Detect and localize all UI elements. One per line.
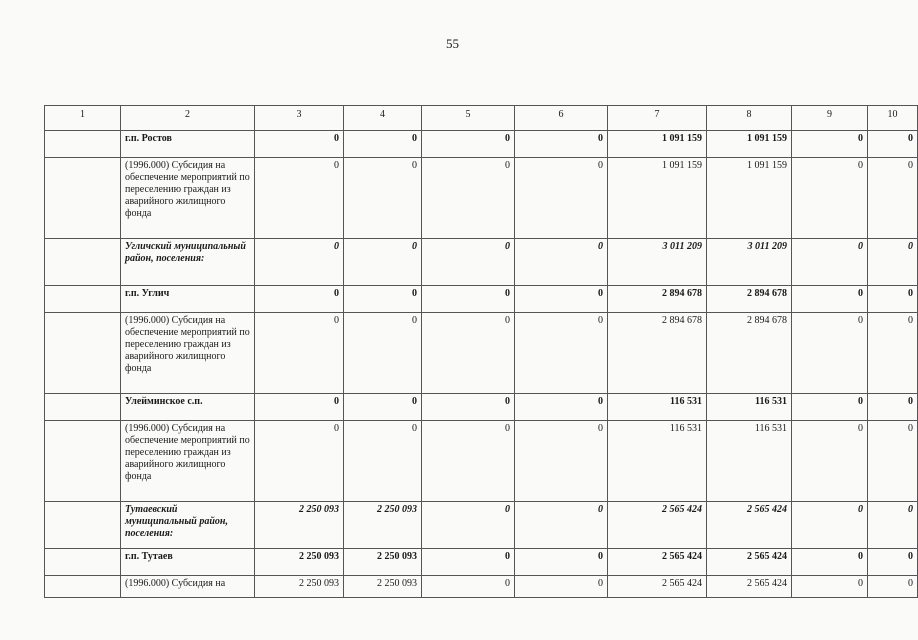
table-cell-empty [45, 158, 121, 239]
value-cell: 2 250 093 [255, 549, 344, 576]
value-cell: 1 091 159 [608, 131, 707, 158]
value-cell: 0 [792, 421, 868, 502]
value-cell: 0 [515, 549, 608, 576]
value-cell: 0 [422, 239, 515, 286]
value-cell: 0 [344, 421, 422, 502]
value-cell: 0 [515, 394, 608, 421]
value-cell: 0 [515, 502, 608, 549]
value-cell: 0 [792, 394, 868, 421]
table-cell-empty [45, 549, 121, 576]
value-cell: 0 [422, 131, 515, 158]
col-header: 7 [608, 106, 707, 131]
table-cell-empty [45, 286, 121, 313]
table-cell-empty [45, 576, 121, 598]
value-cell: 0 [344, 158, 422, 239]
col-header: 1 [45, 106, 121, 131]
value-cell: 0 [792, 286, 868, 313]
value-cell: 0 [422, 576, 515, 598]
col-header: 6 [515, 106, 608, 131]
col-header: 4 [344, 106, 422, 131]
value-cell: 0 [344, 286, 422, 313]
value-cell: 2 894 678 [608, 286, 707, 313]
page-number: 55 [446, 36, 459, 51]
value-cell: 3 011 209 [608, 239, 707, 286]
row-name-cell: (1996.000) Субсидия на обеспечение мероприятий по переселению граждан из аварийного жилищного фонда [121, 313, 255, 394]
row-name-cell: г.п. Тутаев [121, 549, 255, 576]
value-cell: 0 [792, 131, 868, 158]
row-name-cell: (1996.000) Субсидия на [121, 576, 255, 598]
value-cell: 0 [515, 286, 608, 313]
value-cell: 0 [255, 131, 344, 158]
value-cell: 1 091 159 [707, 158, 792, 239]
row-name-cell: Угличский муниципальный район, поселения: [121, 239, 255, 286]
value-cell: 0 [422, 286, 515, 313]
row-name-cell: (1996.000) Субсидия на обеспечение мероприятий по переселению граждан из аварийного жилищного фонда [121, 421, 255, 502]
value-cell: 2 894 678 [707, 313, 792, 394]
value-cell: 2 250 093 [255, 576, 344, 598]
value-cell: 2 250 093 [255, 502, 344, 549]
value-cell: 2 565 424 [608, 576, 707, 598]
value-cell: 0 [515, 421, 608, 502]
value-cell: 0 [255, 394, 344, 421]
value-cell: 0 [255, 313, 344, 394]
value-cell: 2 250 093 [344, 576, 422, 598]
table-cell-empty [45, 502, 121, 549]
value-cell: 2 894 678 [608, 313, 707, 394]
value-cell: 2 250 093 [344, 549, 422, 576]
value-cell: 3 011 209 [707, 239, 792, 286]
value-cell: 0 [255, 421, 344, 502]
value-cell: 0 [515, 239, 608, 286]
table-row [45, 286, 918, 313]
table-cell-empty [45, 131, 121, 158]
value-cell: 0 [868, 313, 918, 394]
table-row [45, 421, 918, 502]
table-cell-empty [45, 421, 121, 502]
value-cell: 116 531 [608, 394, 707, 421]
value-cell: 0 [344, 394, 422, 421]
table-row [45, 394, 918, 421]
value-cell: 0 [344, 131, 422, 158]
table-cell-empty [45, 313, 121, 394]
value-cell: 0 [792, 158, 868, 239]
value-cell: 0 [422, 502, 515, 549]
value-cell: 0 [515, 158, 608, 239]
row-name-cell: (1996.000) Субсидия на обеспечение мероприятий по переселению граждан из аварийного жилищного фонда [121, 158, 255, 239]
value-cell: 0 [868, 286, 918, 313]
value-cell: 116 531 [707, 421, 792, 502]
header-row [45, 106, 918, 131]
value-cell: 2 565 424 [707, 502, 792, 549]
value-cell: 116 531 [608, 421, 707, 502]
value-cell: 0 [344, 239, 422, 286]
value-cell: 0 [868, 131, 918, 158]
value-cell: 0 [422, 549, 515, 576]
value-cell: 0 [868, 502, 918, 549]
value-cell: 0 [422, 313, 515, 394]
col-header: 2 [121, 106, 255, 131]
value-cell: 0 [792, 502, 868, 549]
table-cell-empty [45, 394, 121, 421]
value-cell: 0 [868, 549, 918, 576]
value-cell: 0 [515, 313, 608, 394]
row-name-cell: г.п. Ростов [121, 131, 255, 158]
value-cell: 0 [515, 131, 608, 158]
col-header: 8 [707, 106, 792, 131]
table-row [45, 158, 918, 239]
col-header: 9 [792, 106, 868, 131]
value-cell: 2 565 424 [707, 576, 792, 598]
table-row [45, 313, 918, 394]
table-row [45, 576, 918, 598]
value-cell: 0 [255, 158, 344, 239]
value-cell: 0 [255, 239, 344, 286]
budget-table [44, 105, 918, 598]
value-cell: 0 [868, 421, 918, 502]
value-cell: 0 [792, 549, 868, 576]
col-header: 3 [255, 106, 344, 131]
value-cell: 2 565 424 [608, 549, 707, 576]
table-row [45, 502, 918, 549]
table-row [45, 131, 918, 158]
value-cell: 0 [868, 576, 918, 598]
row-name-cell: Улейминское с.п. [121, 394, 255, 421]
table-row [45, 239, 918, 286]
value-cell: 0 [255, 286, 344, 313]
value-cell: 0 [868, 239, 918, 286]
value-cell: 0 [792, 313, 868, 394]
value-cell: 0 [422, 421, 515, 502]
row-name-cell: Тутаевский муниципальный район, поселения: [121, 502, 255, 549]
col-header: 10 [868, 106, 918, 131]
value-cell: 2 565 424 [608, 502, 707, 549]
value-cell: 0 [868, 394, 918, 421]
value-cell: 2 894 678 [707, 286, 792, 313]
value-cell: 0 [344, 313, 422, 394]
value-cell: 0 [868, 158, 918, 239]
value-cell: 0 [792, 239, 868, 286]
value-cell: 0 [422, 394, 515, 421]
table-row [45, 549, 918, 576]
value-cell: 2 565 424 [707, 549, 792, 576]
value-cell: 0 [792, 576, 868, 598]
value-cell: 0 [515, 576, 608, 598]
col-header: 5 [422, 106, 515, 131]
value-cell: 116 531 [707, 394, 792, 421]
value-cell: 0 [422, 158, 515, 239]
value-cell: 1 091 159 [608, 158, 707, 239]
value-cell: 1 091 159 [707, 131, 792, 158]
value-cell: 2 250 093 [344, 502, 422, 549]
row-name-cell: г.п. Углич [121, 286, 255, 313]
table-cell-empty [45, 239, 121, 286]
